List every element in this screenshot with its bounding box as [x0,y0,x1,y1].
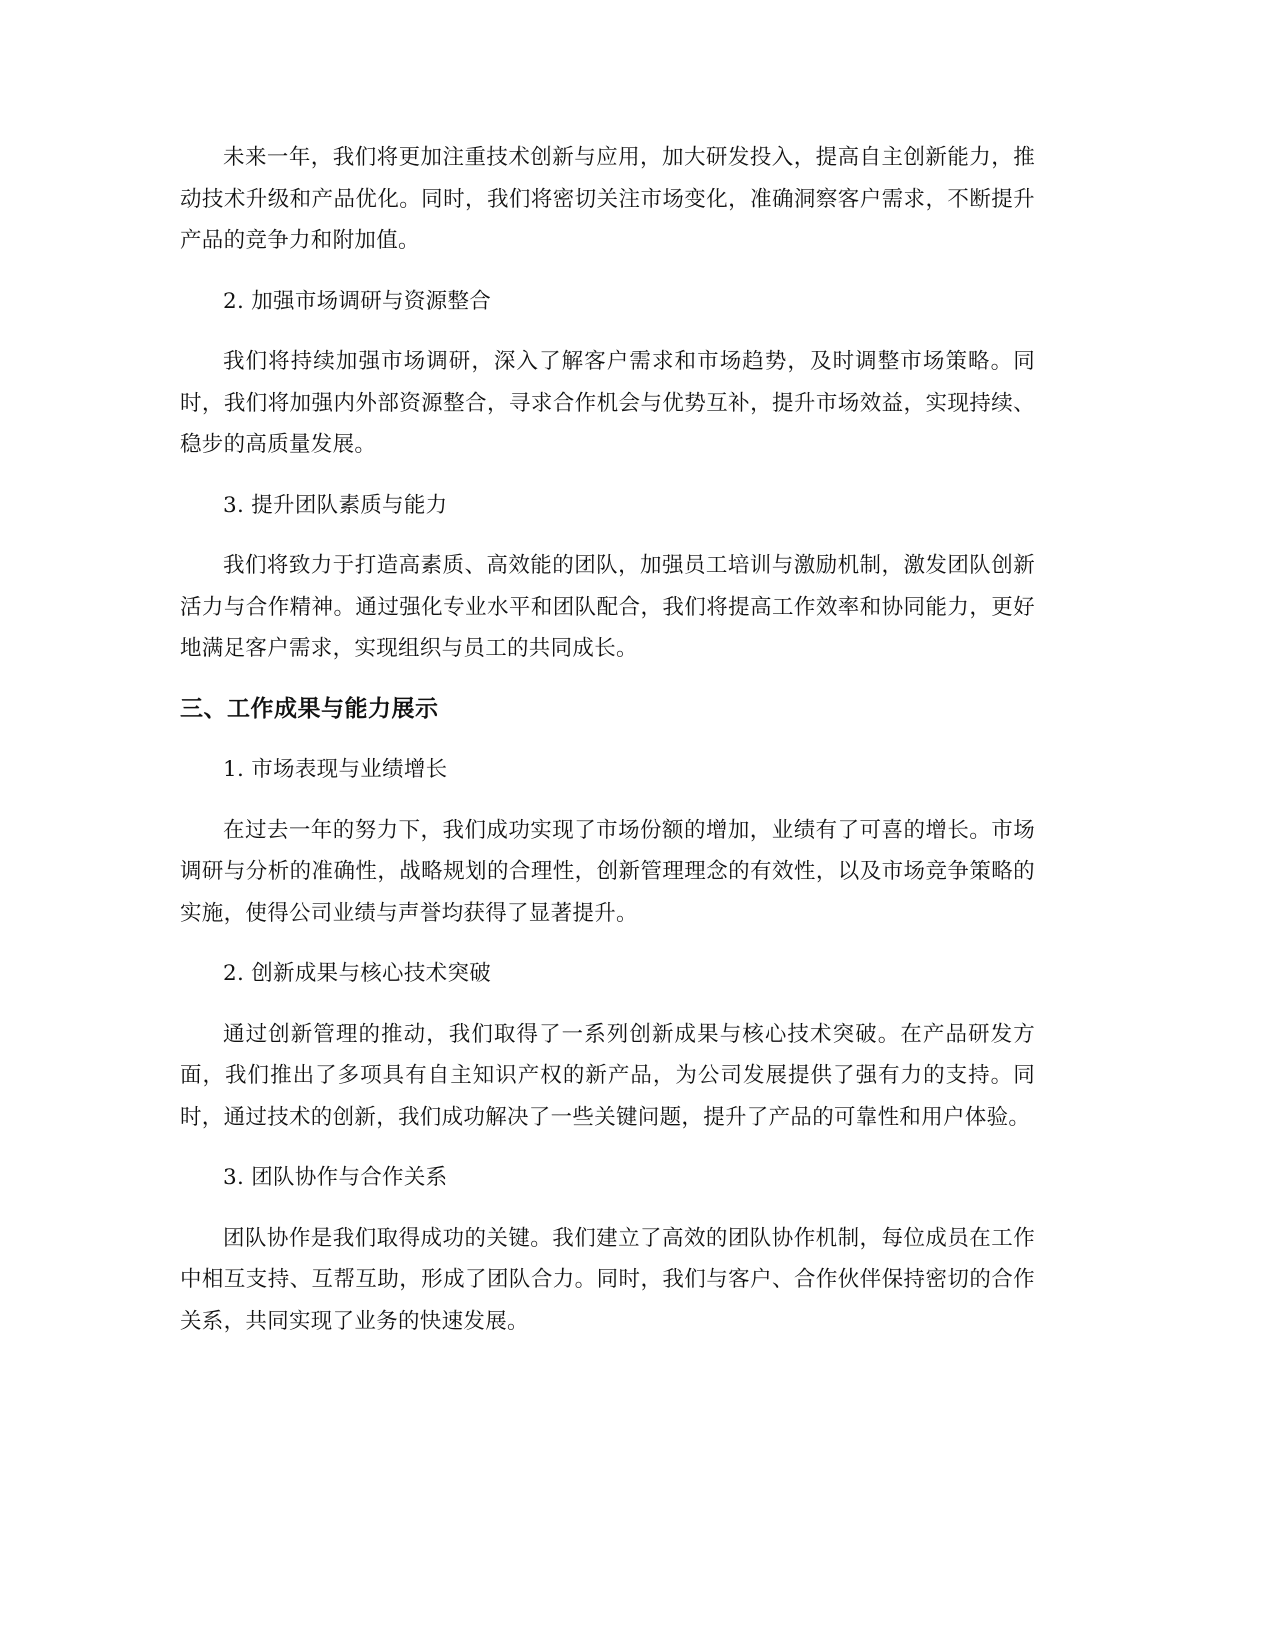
paragraph-team-collaboration: 团队协作是我们取得成功的关键。我们建立了高效的团队协作机制，每位成员在工作中相互支持、互帮互助，形成了团队合力。同时，我们与客户、合作伙伴保持密切的合作关系，共同实现了业务的快速发展。 [180,1225,1035,1334]
subheading-team-collaboration: 3. 团队协作与合作关系 [223,1165,448,1190]
subheading-team-quality: 3. 提升团队素质与能力 [223,492,448,518]
paragraph-market-performance: 在过去一年的努力下，我们成功实现了市场份额的增加，业绩有了可喜的增长。市场调研与分析的准确性，战略规划的合理性，创新管理理念的有效性，以及市场竞争策略的实施，使得公司业绩与声誉均获得了显著提升。 [180,817,1035,926]
document-page [180,137,1035,1342]
section-heading-achievements: 三、工作成果与能力展示 [180,695,439,722]
paragraph-market-research: 我们将持续加强市场调研，深入了解客户需求和市场趋势，及时调整市场策略。同时，我们将加强内外部资源整合，寻求合作机会与优势互补，提升市场效益，实现持续、稳步的高质量发展。 [180,349,1035,457]
subheading-market-performance: 1. 市场表现与业绩增长 [223,757,448,782]
paragraph-tech-innovation: 未来一年，我们将更加注重技术创新与应用，加大研发投入，提高自主创新能力，推动技术升级和产品优化。同时，我们将密切关注市场变化，准确洞察客户需求，不断提升产品的竞争力和附加值。 [180,145,1035,253]
subheading-market-research: 2. 加强市场调研与资源整合 [223,288,492,314]
paragraph-innovation-results: 通过创新管理的推动，我们取得了一系列创新成果与核心技术突破。在产品研发方面，我们推出了多项具有自主知识产权的新产品，为公司发展提供了强有力的支持。同时，通过技术的创新，我们成功解决了一些关键问题，提升了产品的可靠性和用户体验。 [180,1021,1035,1130]
subheading-innovation-results: 2. 创新成果与核心技术突破 [223,961,492,986]
paragraph-team-quality: 我们将致力于打造高素质、高效能的团队，加强员工培训与激励机制，激发团队创新活力与合作精神。通过强化专业水平和团队配合，我们将提高工作效率和协同能力，更好地满足客户需求，实现组织与员工的共同成长。 [180,553,1035,661]
